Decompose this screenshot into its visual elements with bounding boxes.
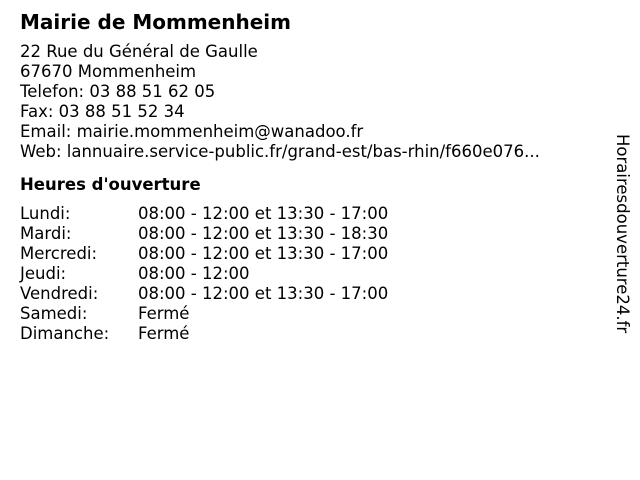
fax-number: Fax: 03 88 51 52 34 [20, 102, 185, 121]
address-city: 67670 Mommenheim [20, 62, 197, 81]
day-label: Mercredi: [20, 244, 98, 263]
hours-row-friday [20, 284, 600, 304]
day-label: Dimanche: [20, 324, 110, 343]
business-title: Mairie de Mommenheim [20, 10, 291, 34]
day-label: Mardi: [20, 224, 72, 243]
phone-number: Telefon: 03 88 51 62 05 [20, 82, 216, 101]
email-address: Email: mairie.mommenheim@wanadoo.fr [20, 122, 364, 141]
site-watermark: Horairesdouverture24.fr [613, 134, 632, 334]
opening-hours-heading: Heures d'ouverture [20, 175, 201, 194]
day-hours: 08:00 - 12:00 [138, 264, 250, 283]
opening-hours-table [20, 204, 600, 344]
business-card [20, 9, 600, 344]
hours-row-sunday [20, 324, 600, 344]
hours-row-tuesday [20, 224, 600, 244]
hours-row-saturday [20, 304, 600, 324]
website-url: Web: lannuaire.service-public.fr/grand-est/bas-rhin/f660e076... [20, 142, 540, 161]
day-hours: 08:00 - 12:00 et 13:30 - 17:00 [138, 284, 389, 303]
day-hours: 08:00 - 12:00 et 13:30 - 17:00 [138, 244, 389, 263]
day-hours: 08:00 - 12:00 et 13:30 - 18:30 [138, 224, 389, 243]
day-label: Lundi: [20, 204, 71, 223]
hours-row-thursday [20, 264, 600, 284]
hours-row-monday [20, 204, 600, 224]
address-street: 22 Rue du Général de Gaulle [20, 42, 258, 61]
day-label: Vendredi: [20, 284, 99, 303]
day-label: Samedi: [20, 304, 88, 323]
contact-block [20, 42, 600, 162]
hours-row-wednesday [20, 244, 600, 264]
day-hours: 08:00 - 12:00 et 13:30 - 17:00 [138, 204, 389, 223]
day-hours: Fermé [138, 324, 190, 343]
day-label: Jeudi: [20, 264, 67, 283]
day-hours: Fermé [138, 304, 190, 323]
